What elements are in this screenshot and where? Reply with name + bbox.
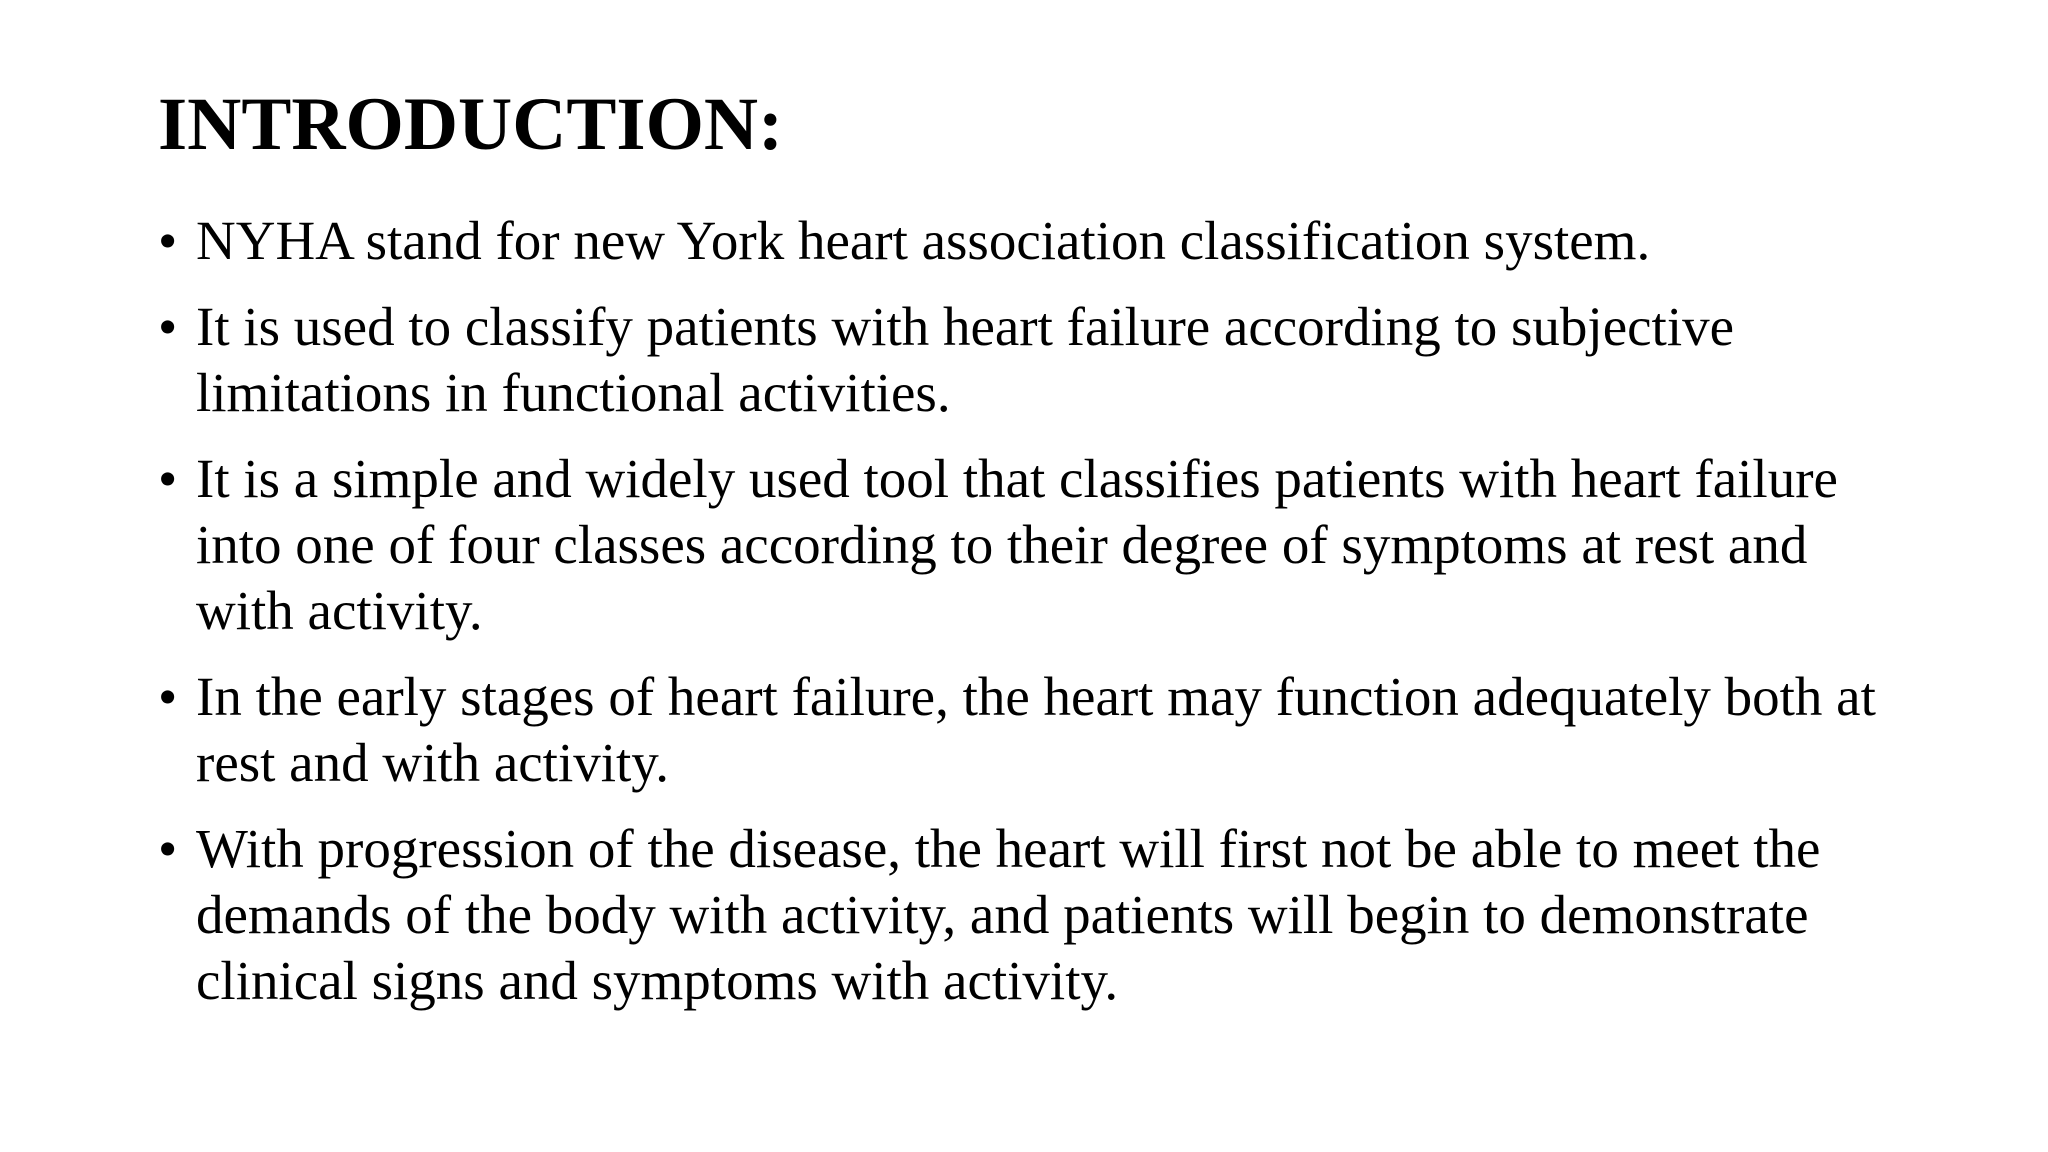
bullet-dot-icon: • — [158, 818, 178, 879]
bullet-list — [158, 208, 1918, 1034]
bullet-item — [158, 664, 1918, 796]
bullet-text: In the early stages of heart failure, the heart may function adequately both at rest and with activity. — [196, 666, 1876, 793]
bullet-item — [158, 816, 1918, 1014]
bullet-dot-icon: • — [158, 666, 178, 727]
bullet-text: NYHA stand for new York heart association classification system. — [196, 210, 1651, 271]
bullet-dot-icon: • — [158, 210, 178, 271]
bullet-item — [158, 208, 1918, 274]
bullet-text: It is a simple and widely used tool that classifies patients with heart failure into one of four classes according to their degree of symptoms at rest and with activity. — [196, 448, 1838, 641]
bullet-item — [158, 446, 1918, 644]
bullet-text: With progression of the disease, the heart will first not be able to meet the demands of the body with activity, and patients will begin to demonstrate clinical signs and symptoms with activity. — [196, 818, 1821, 1011]
bullet-item — [158, 294, 1918, 426]
bullet-text: It is used to classify patients with heart failure according to subjective limitations in functional activities. — [196, 296, 1735, 423]
slide-title: INTRODUCTION: — [158, 83, 784, 166]
bullet-dot-icon: • — [158, 296, 178, 357]
bullet-dot-icon: • — [158, 448, 178, 509]
